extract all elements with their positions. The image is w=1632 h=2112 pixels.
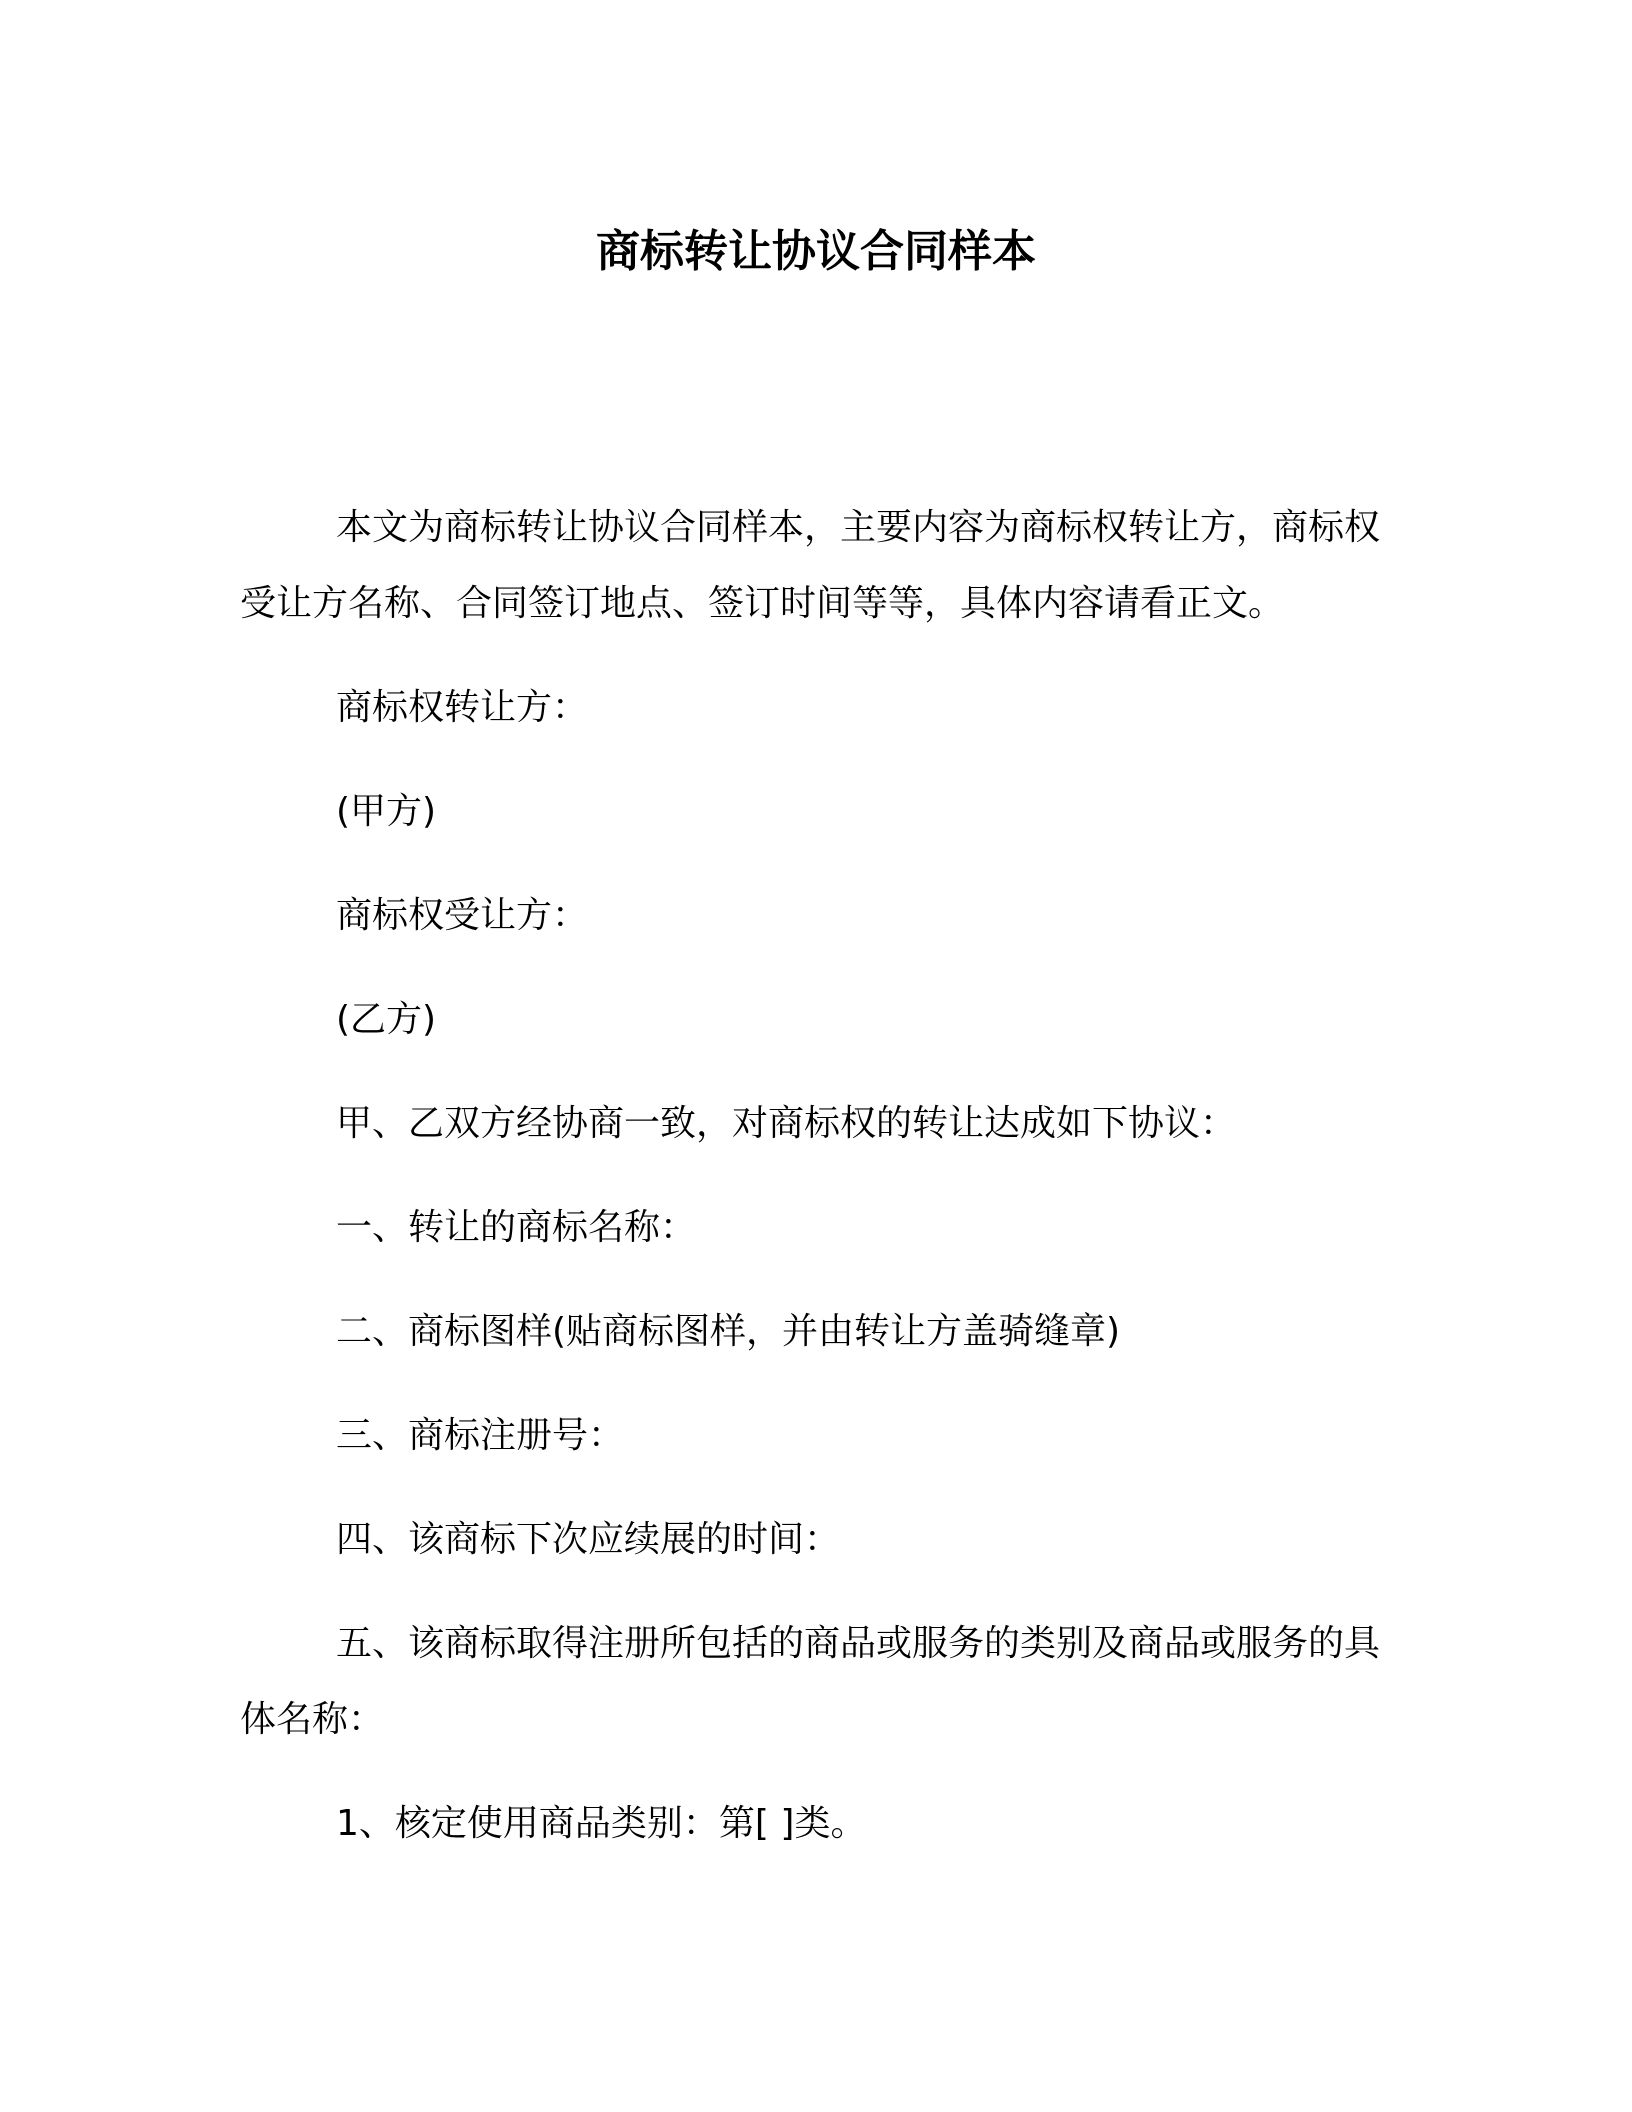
intro-paragraph: 本文为商标转让协议合同样本，主要内容为商标权转让方，商标权受让方名称、合同签订地点、签订时间等等，具体内容请看正文。 [240,507,1381,624]
clause-4: 四、该商标下次应续展的时间： [336,1519,841,1560]
sub-clause-1: 1、核定使用商品类别：第[ ]类。 [336,1803,867,1844]
clause-2: 二、商标图样(贴商标图样，并由转让方盖骑缝章) [336,1311,1121,1352]
party-a-label: (甲方) [336,791,437,832]
clause-1: 一、转让的商标名称： [336,1207,697,1248]
transferor-label: 商标权转让方： [336,687,589,728]
agreement-statement: 甲、乙双方经协商一致，对商标权的转让达成如下协议： [336,1103,1237,1144]
document-title: 商标转让协议合同样本 [596,226,1036,277]
transferee-label: 商标权受让方： [336,895,589,936]
clause-5: 五、该商标取得注册所包括的商品或服务的类别及商品或服务的具体名称： [240,1623,1381,1740]
party-b-label: (乙方) [336,999,437,1040]
document-body [240,490,1380,1862]
clause-3: 三、商标注册号： [336,1415,625,1456]
